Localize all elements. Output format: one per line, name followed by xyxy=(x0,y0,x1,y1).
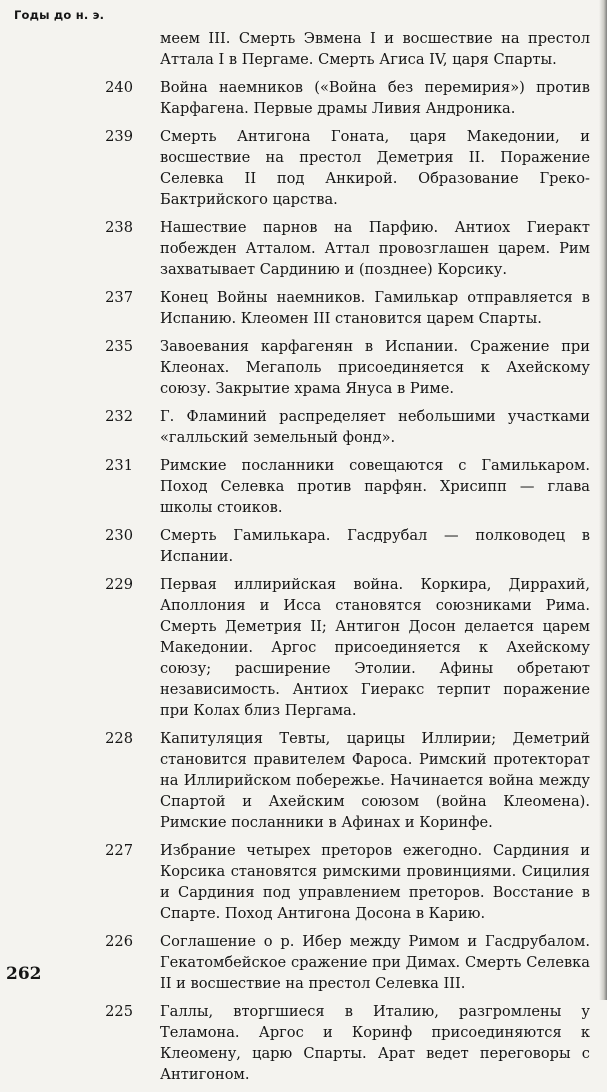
entry-text: Нашествие парнов на Парфию. Антиох Гиеракт побежден Атталом. Аттал провозглашен царем. Рим захватывает Сардинию и (позднее) Корсику. xyxy=(160,219,590,278)
entry-text: Завоевания карфагенян в Испании. Сражение при Клеонах. Мегаполь присоединяется к Ахейскому союзу. Закрытие храма Януса в Риме. xyxy=(160,338,590,397)
chronology-entry xyxy=(0,336,600,399)
page-number: 262 xyxy=(6,964,42,984)
chronology-entry xyxy=(0,126,600,210)
entry-text: Римские посланники совещаются с Гамилькаром. Поход Селевка против парфян. Хрисипп — глава школы стоиков. xyxy=(160,457,590,516)
chronology-entry xyxy=(0,455,600,518)
chronology-entry xyxy=(0,840,600,924)
chronology-entry xyxy=(0,287,600,329)
chronology-entry xyxy=(0,931,600,994)
entry-year: 230 xyxy=(105,527,133,544)
entry-text: Первая иллирийская война. Коркира, Диррахий, Аполлония и Исса становятся союзниками Рима. Смерть Деметрия II; Антигон Досон делается царем Македонии. Аргос присоединяется к Ахейскому союзу; расширение Этолии. Афины обретают независимость. Антиох Гиеракс терпит поражение при Колах близ Пергама. xyxy=(160,576,590,719)
running-header: Годы до н. э. xyxy=(14,8,105,22)
chronology-list xyxy=(0,28,600,1092)
entry-year: 235 xyxy=(105,338,133,355)
entry-year: 229 xyxy=(105,576,133,593)
entry-year: 231 xyxy=(105,457,133,474)
entry-text: Галлы, вторгшиеся в Италию, разгромлены у Теламона. Аргос и Коринф присоединяются к Клеомену, царю Спарты. Арат ведет переговоры с Антигоном. xyxy=(160,1003,590,1083)
entry-year: 239 xyxy=(105,128,133,145)
entry-text: Избрание четырех преторов ежегодно. Сардиния и Корсика становятся римскими провинциями. Сицилия и Сардиния под управлением преторов. Восстание в Спарте. Поход Антигона Досона в Карию. xyxy=(160,842,590,922)
entry-text: Смерть Гамилькара. Гасдрубал — полководец в Испании. xyxy=(160,527,590,565)
entry-text: Соглашение о р. Ибер между Римом и Гасдрубалом. Гекатомбейское сражение при Димах. Смерть Селевка II и восшествие на престол Селевка III. xyxy=(160,933,590,992)
entry-text: Г. Фламиний распределяет небольшими участками «галльский земельный фонд». xyxy=(160,408,590,446)
chronology-entry xyxy=(0,728,600,833)
entry-text: Смерть Антигона Гоната, царя Македонии, и восшествие на престол Деметрия II. Поражение Селевка II под Анкирой. Образование Греко-Бактрийского царства. xyxy=(160,128,590,208)
entry-year: 237 xyxy=(105,289,133,306)
entry-year: 228 xyxy=(105,730,133,747)
entry-year: 240 xyxy=(105,79,133,96)
entry-year: 227 xyxy=(105,842,133,859)
chronology-entry xyxy=(0,574,600,721)
entry-year: 238 xyxy=(105,219,133,236)
chronology-entry xyxy=(0,406,600,448)
entry-year: 226 xyxy=(105,933,133,950)
entry-text: Война наемников («Война без перемирия») против Карфагена. Первые драмы Ливия Андроника. xyxy=(160,79,590,117)
chronology-entry xyxy=(0,28,600,70)
entry-year: 225 xyxy=(105,1003,133,1020)
chronology-entry xyxy=(0,77,600,119)
entry-text: меем III. Смерть Эвмена I и восшествие на престол Аттала I в Пергаме. Смерть Агиса IV, царя Спарты. xyxy=(160,30,590,68)
page-edge-shadow xyxy=(599,0,607,1000)
entry-year xyxy=(0,28,133,70)
entry-text: Капитуляция Тевты, царицы Иллирии; Деметрий становится правителем Фароса. Римский протекторат на Иллирийском побережье. Начинается война между Спартой и Ахейским союзом (война Клеомена). Римские посланники в Афинах и Коринфе. xyxy=(160,730,590,831)
chronology-entry xyxy=(0,217,600,280)
chronology-entry xyxy=(0,1001,600,1085)
entry-year: 232 xyxy=(105,408,133,425)
entry-text: Конец Войны наемников. Гамилькар отправляется в Испанию. Клеомен III становится царем Спарты. xyxy=(160,289,590,327)
chronology-entry xyxy=(0,525,600,567)
